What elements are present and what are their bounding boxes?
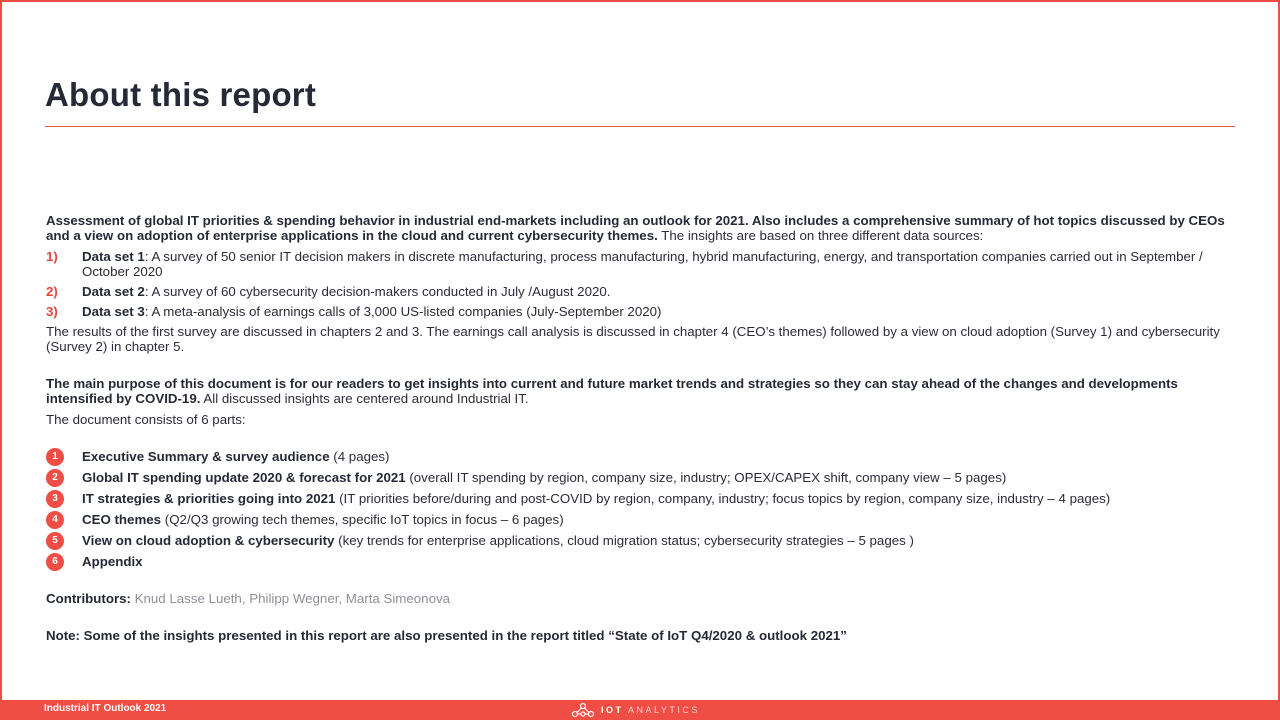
purpose-bold: The main purpose of this document is for our readers to get insights into current and future market trends and strategies so they can stay ahead of the changes and developments intensified by COVID-19. bbox=[46, 376, 1178, 406]
dataset-label: Data set 1 bbox=[82, 249, 145, 264]
brand-logo bbox=[571, 702, 700, 718]
dataset-item bbox=[46, 304, 1236, 319]
logo-text-iot: IOT bbox=[601, 705, 624, 715]
contributors-label: Contributors: bbox=[46, 591, 131, 606]
footer-bar bbox=[0, 700, 1280, 720]
dataset-text: : A meta-analysis of earnings calls of 3,000 US-listed companies (July-September 2020) bbox=[144, 304, 662, 319]
part-item bbox=[46, 491, 1236, 507]
part-item bbox=[46, 554, 1236, 570]
network-nodes-icon bbox=[571, 702, 595, 718]
footer-report-name: Industrial IT Outlook 2021 bbox=[44, 703, 167, 714]
contributors-names: Knud Lasse Lueth, Philipp Wegner, Marta Simeonova bbox=[130, 591, 451, 606]
part-number-badge: 1 bbox=[46, 448, 64, 466]
part-detail: (key trends for enterprise applications, cloud migration status; cybersecurity strategies – 5 pages ) bbox=[334, 533, 914, 549]
dataset-label: Data set 3 bbox=[82, 304, 145, 319]
dataset-number: 3) bbox=[46, 304, 58, 319]
part-item bbox=[46, 449, 1236, 465]
part-number-badge: 6 bbox=[46, 553, 64, 571]
note-text: Note: Some of the insights presented in this report are also presented in the report titled “State of IoT Q4/2020 & outlook 2021” bbox=[46, 628, 847, 643]
title-divider bbox=[45, 126, 1235, 127]
intro-normal: The insights are based on three different data sources: bbox=[657, 228, 984, 243]
parts-intro: The document consists of 6 parts: bbox=[46, 412, 246, 427]
dataset-text: : A survey of 60 cybersecurity decision-makers conducted in July /August 2020. bbox=[144, 284, 611, 299]
logo-text-analytics: ANALYTICS bbox=[623, 705, 700, 715]
part-detail: (IT priorities before/during and post-COVID by region, company, industry; focus topics by region, company size, industry – 4 pages) bbox=[335, 491, 1111, 507]
part-number-badge: 5 bbox=[46, 532, 64, 550]
part-title: Global IT spending update 2020 & forecast for 2021 bbox=[82, 470, 406, 486]
dataset-number: 2) bbox=[46, 284, 58, 299]
part-title: IT strategies & priorities going into 2021 bbox=[82, 491, 336, 507]
part-detail: (4 pages) bbox=[329, 449, 390, 465]
part-detail: (Q2/Q3 growing tech themes, specific IoT topics in focus – 6 pages) bbox=[161, 512, 564, 528]
dataset-label: Data set 2 bbox=[82, 284, 145, 299]
part-title: Appendix bbox=[82, 554, 143, 570]
part-title: View on cloud adoption & cybersecurity bbox=[82, 533, 335, 549]
part-number-badge: 2 bbox=[46, 469, 64, 487]
intro-paragraph bbox=[46, 213, 1236, 243]
dataset-text: : A survey of 50 senior IT decision makers in discrete manufacturing, process manufacturing, hybrid manufacturing, energy, and transportation companies carried out in September / October 2020 bbox=[82, 249, 1203, 279]
note-line bbox=[46, 628, 1236, 643]
report-body bbox=[46, 213, 1236, 649]
results-paragraph: The results of the first survey are discussed in chapters 2 and 3. The earnings call analysis is discussed in chapter 4 (CEO’s themes) followed by a view on cloud adoption (Survey 1) and cybersecurity (Survey 2) in chapter 5. bbox=[46, 324, 1220, 354]
part-detail: (overall IT spending by region, company size, industry; OPEX/CAPEX shift, company view – 5 pages) bbox=[405, 470, 1007, 486]
part-number-badge: 3 bbox=[46, 490, 64, 508]
page-title: About this report bbox=[45, 76, 317, 113]
purpose-normal: All discussed insights are centered around Industrial IT. bbox=[200, 391, 529, 406]
part-item bbox=[46, 470, 1236, 486]
part-item bbox=[46, 533, 1236, 549]
part-title: CEO themes bbox=[82, 512, 162, 528]
part-title: Executive Summary & survey audience bbox=[82, 449, 330, 465]
contributors-line bbox=[46, 591, 1236, 606]
part-item bbox=[46, 512, 1236, 528]
dataset-item bbox=[46, 249, 1236, 279]
dataset-item bbox=[46, 284, 1236, 299]
part-number-badge: 4 bbox=[46, 511, 64, 529]
intro-bold: Assessment of global IT priorities & spending behavior in industrial end-markets including an outlook for 2021. Also includes a comprehensive summary of hot topics discussed by CEOs and a view on adoption of enterprise applications in the cloud and current cybersecurity themes. bbox=[46, 213, 1225, 243]
purpose-paragraph bbox=[46, 376, 1236, 406]
dataset-number: 1) bbox=[46, 249, 58, 264]
